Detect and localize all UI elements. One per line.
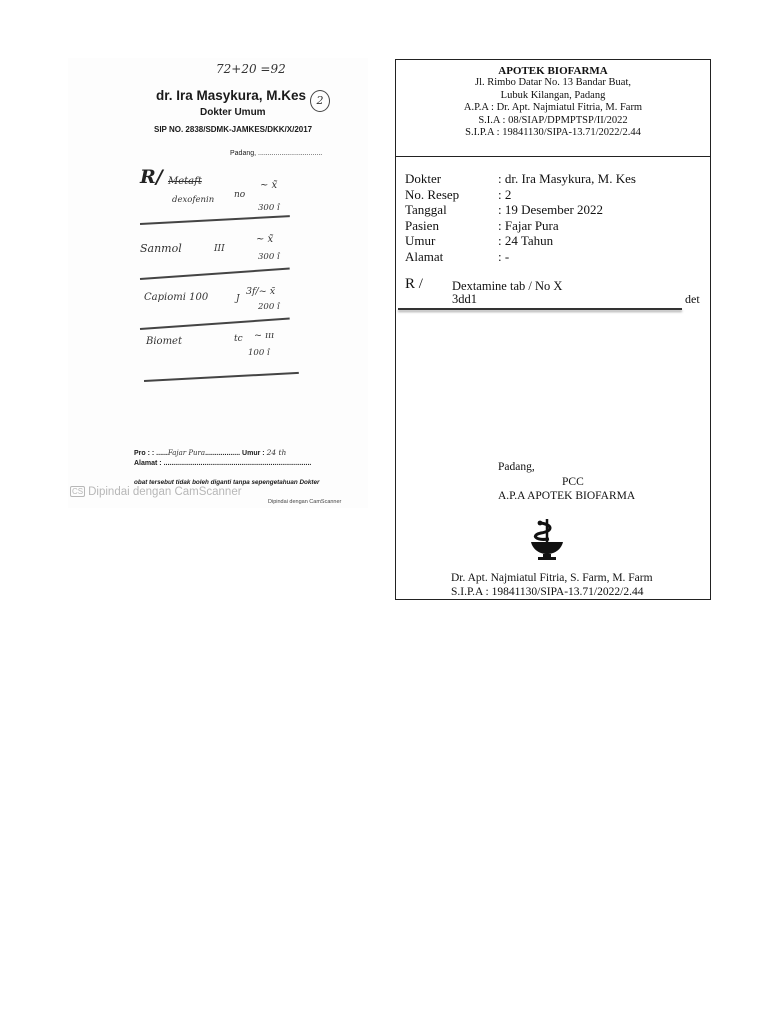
address-row: Alamat : ............................................................................ bbox=[134, 460, 312, 467]
rx-label: R / bbox=[405, 276, 423, 292]
rx-signa: 3dd1 bbox=[452, 292, 477, 306]
sign-pcc: PCC bbox=[562, 476, 584, 488]
info-row-number: No. Resep : 2 bbox=[405, 186, 512, 202]
sign-apa: A.P.A APOTEK BIOFARMA bbox=[498, 490, 636, 502]
handwritten-divider bbox=[144, 372, 299, 382]
doctor-title: Dokter Umum bbox=[200, 107, 266, 118]
pharmacy-apa: A.P.A : Dr. Apt. Najmiatul Fitria, M. Farm bbox=[463, 102, 643, 113]
pharmacy-name: APOTEK BIOFARMA bbox=[498, 65, 608, 77]
pharmacist-name: Dr. Apt. Najmiatul Fitria, S. Farm, M. Farm bbox=[451, 572, 653, 584]
handwritten-item-name: Metaft bbox=[168, 176, 202, 187]
camscanner-text: Dipindai dengan CamScanner bbox=[88, 486, 242, 498]
doctor-name: dr. Ira Masykura, M.Kes bbox=[156, 88, 307, 103]
handwritten-item-sig: 3f/~ x̃ bbox=[246, 286, 276, 297]
handwritten-item-note: 100 î bbox=[248, 348, 270, 358]
handwritten-item-note: 300 î bbox=[258, 252, 280, 262]
info-row-age: Umur : 24 Tahun bbox=[405, 233, 554, 248]
rx-drug: Dextamine tab / No X bbox=[452, 279, 563, 293]
patient-row: Pro : : ......Fajar Pura.................. Umur : 24 th bbox=[134, 448, 287, 457]
info-row-address: Alamat : - bbox=[405, 248, 510, 264]
patient-label: Pro : bbox=[134, 450, 150, 457]
handwritten-divider bbox=[140, 318, 290, 330]
rx-status: det bbox=[685, 292, 700, 306]
pharmacy-bowl-snake-icon bbox=[527, 517, 567, 561]
handwritten-item-name: dexofenin bbox=[172, 195, 215, 205]
handwritten-item-qty: J bbox=[236, 294, 240, 304]
camscanner-small-text: Dipindai dengan CamScanner bbox=[268, 499, 342, 505]
info-row-doctor: Dokter : dr. Ira Masykura, M. Kes bbox=[405, 171, 636, 186]
handwritten-item-qty: no bbox=[234, 190, 246, 200]
camscanner-watermark bbox=[70, 486, 242, 498]
handwritten-item-sig: ~ x̃ bbox=[260, 180, 278, 191]
handwritten-item-sig: ~ x̃ bbox=[256, 234, 274, 245]
handwritten-item-sig: ~ ııı bbox=[254, 330, 275, 341]
prescription-info bbox=[405, 171, 636, 264]
rx-symbol: R/ bbox=[140, 166, 163, 188]
circled-number: 2 bbox=[310, 90, 330, 112]
age-handwritten: 24 th bbox=[266, 448, 287, 457]
info-row-date: Tanggal : 19 Desember 2022 bbox=[405, 202, 604, 217]
pharmacy-header bbox=[396, 60, 710, 157]
handwritten-item-qty: tc bbox=[234, 334, 243, 344]
substitution-warning: obat tersebut tidak boleh diganti tanpa sepengetahuan Dokter bbox=[134, 479, 320, 486]
handwritten-item-qty: III bbox=[214, 244, 225, 254]
pharmacist-sipa: S.I.P.A : 19841130/SIPA-13.71/2022/2.44 bbox=[451, 586, 644, 598]
pharmacy-sia: S.I.A : 08/SIAP/DPMPTSP/II/2022 bbox=[478, 114, 628, 126]
info-row-patient: Pasien : Fajar Pura bbox=[405, 217, 559, 233]
handwritten-divider bbox=[140, 215, 290, 224]
prescription-copy bbox=[395, 59, 711, 600]
handwritten-divider bbox=[140, 268, 290, 280]
address-label: Alamat : bbox=[134, 460, 162, 467]
handwritten-top-note: 72+20 =92 bbox=[216, 62, 286, 76]
age-label: Umur : bbox=[242, 450, 265, 457]
patient-handwritten: Fajar Pura bbox=[167, 449, 206, 457]
handwritten-item-note: 200 î bbox=[258, 302, 280, 312]
handwritten-item-name: Capiomi 100 bbox=[144, 292, 209, 303]
sign-place: Padang, bbox=[498, 461, 535, 473]
pharmacy-address-line1: Jl. Rimbo Datar No. 13 Bandar Buat, bbox=[474, 77, 632, 88]
scanned-prescription bbox=[68, 58, 368, 508]
scan-city-date: Padang, ................................. bbox=[230, 150, 323, 157]
handwritten-item-note: 300 î bbox=[258, 203, 280, 213]
camscanner-logo-icon: CS bbox=[72, 487, 84, 496]
rx-divider bbox=[398, 308, 682, 310]
pharmacy-sipa: S.I.P.A : 19841130/SIPA-13.71/2022/2.44 bbox=[465, 127, 641, 138]
handwritten-item-name: Biomet bbox=[146, 336, 182, 347]
handwritten-item-name: Sanmol bbox=[140, 242, 182, 255]
sip-number: SIP NO. 2838/SDMK-JAMKES/DKK/X/2017 bbox=[154, 125, 313, 134]
pharmacy-address-line2: Lubuk Kilangan, Padang bbox=[500, 89, 606, 101]
